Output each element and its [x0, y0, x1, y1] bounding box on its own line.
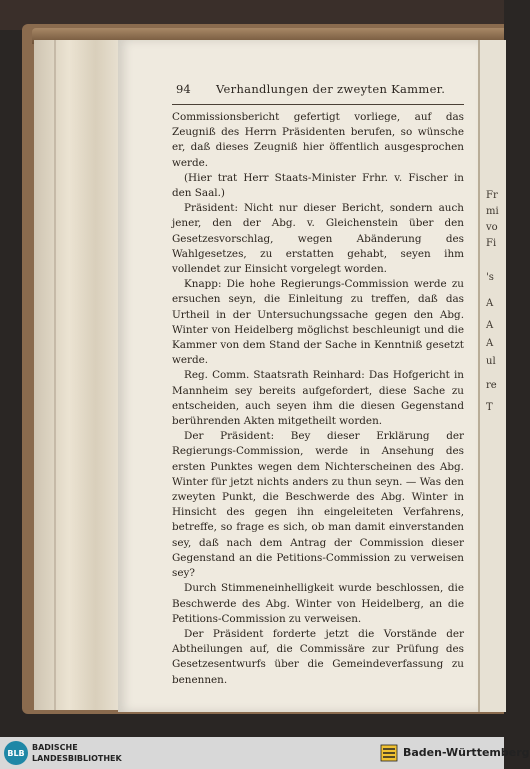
state-name: Baden-Württemberg	[403, 746, 530, 759]
blb-logo[interactable]: BLB	[4, 741, 28, 765]
fragment-line: A	[486, 298, 494, 309]
body-text	[172, 110, 464, 688]
fragment-line: 's	[486, 272, 494, 283]
fragment-line: Fr	[486, 190, 498, 201]
running-header	[176, 82, 446, 100]
running-title: Verhandlungen der zweyten Kammer.	[216, 82, 446, 96]
coat-of-arms-icon	[380, 744, 398, 762]
fragment-line: vo	[486, 222, 498, 233]
library-name	[32, 742, 122, 764]
paragraph: Knapp: Die hohe Regierungs-Commission werde zu ersuchen seyn, die Einleitung zu treffen, daß das Urtheil in der Untersuchungssache gegen den Abg. Winter von Heidelberg möglichst beschleunigt und die Kammer von dem Stand der Sache in Kenntniß gesetzt werde.	[172, 278, 464, 367]
fragment-line: ul	[486, 356, 496, 367]
library-name-line2: LANDESBIBLIOTHEK	[32, 754, 122, 763]
paragraph: Durch Stimmeneinhelligkeit wurde beschlossen, die Beschwerde des Abg. Winter von Heidelberg, an die Petitions-Commission zu verweisen.	[172, 582, 464, 625]
fragment-line: mi	[486, 206, 499, 217]
paragraph: Reg. Comm. Staatsrath Reinhard: Das Hofgericht in Mannheim sey bereits aufgefordert, diese Sache zu entscheiden, auch seyen ihm die diesen Gegenstand berührenden Akten mitgetheilt worden.	[172, 369, 464, 428]
paragraph: Präsident: Nicht nur dieser Bericht, sondern auch jener, den der Abg. v. Gleichenstein über den Gesetzesvorschlag, wegen Abänderung des Wahlgesetzes, zu erstatten gehabt, seyen ihm vollendet zur Einsicht vorgelegt worden.	[172, 202, 464, 276]
fragment-line: re	[486, 380, 497, 391]
fragment-line: A	[486, 338, 494, 349]
viewer-footer	[0, 737, 530, 769]
fragment-line: T	[486, 402, 493, 413]
library-name-line1: BADISCHE	[32, 743, 78, 752]
page-number: 94	[176, 82, 191, 96]
header-rule	[172, 104, 464, 105]
fragment-line: Fi	[486, 238, 497, 249]
paragraph: (Hier trat Herr Staats-Minister Frhr. v. Fischer in den Saal.)	[172, 171, 464, 200]
page-stack-edge	[34, 40, 122, 710]
facing-page-fragment	[478, 40, 506, 712]
paragraph: Der Präsident forderte jetzt die Vorstände der Abtheilungen auf, die Commissäre zur Prüfung des Gesetzesentwurfs über die Gemeindeverfassung zu benennen.	[172, 627, 464, 686]
paragraph: Der Präsident: Bey dieser Erklärung der Regierungs-Commission, werde in Ansehung des ersten Punktes wegen dem Nichterscheinen des Abg. Winter für jetzt nichts anders zu thun seyn. — Was den zweyten Punkt, die Beschwerde des Abg. Winter in Hinsicht des gegen ihn eingeleiteten Verfahrens, betreffe, so frage es sich, ob man damit einverstanden sey, daß nach dem Antrag der Commission dieser Gegenstand an die Petitions-Commission zu verweisen sey?	[172, 430, 464, 580]
fragment-line: A	[486, 320, 494, 331]
paragraph: Commissionsbericht gefertigt vorliege, auf das Zeugniß des Herrn Präsidenten berufen, so wünsche er, daß dieses Zeugniß hier öffentlich ausgesprochen werde.	[172, 111, 464, 169]
